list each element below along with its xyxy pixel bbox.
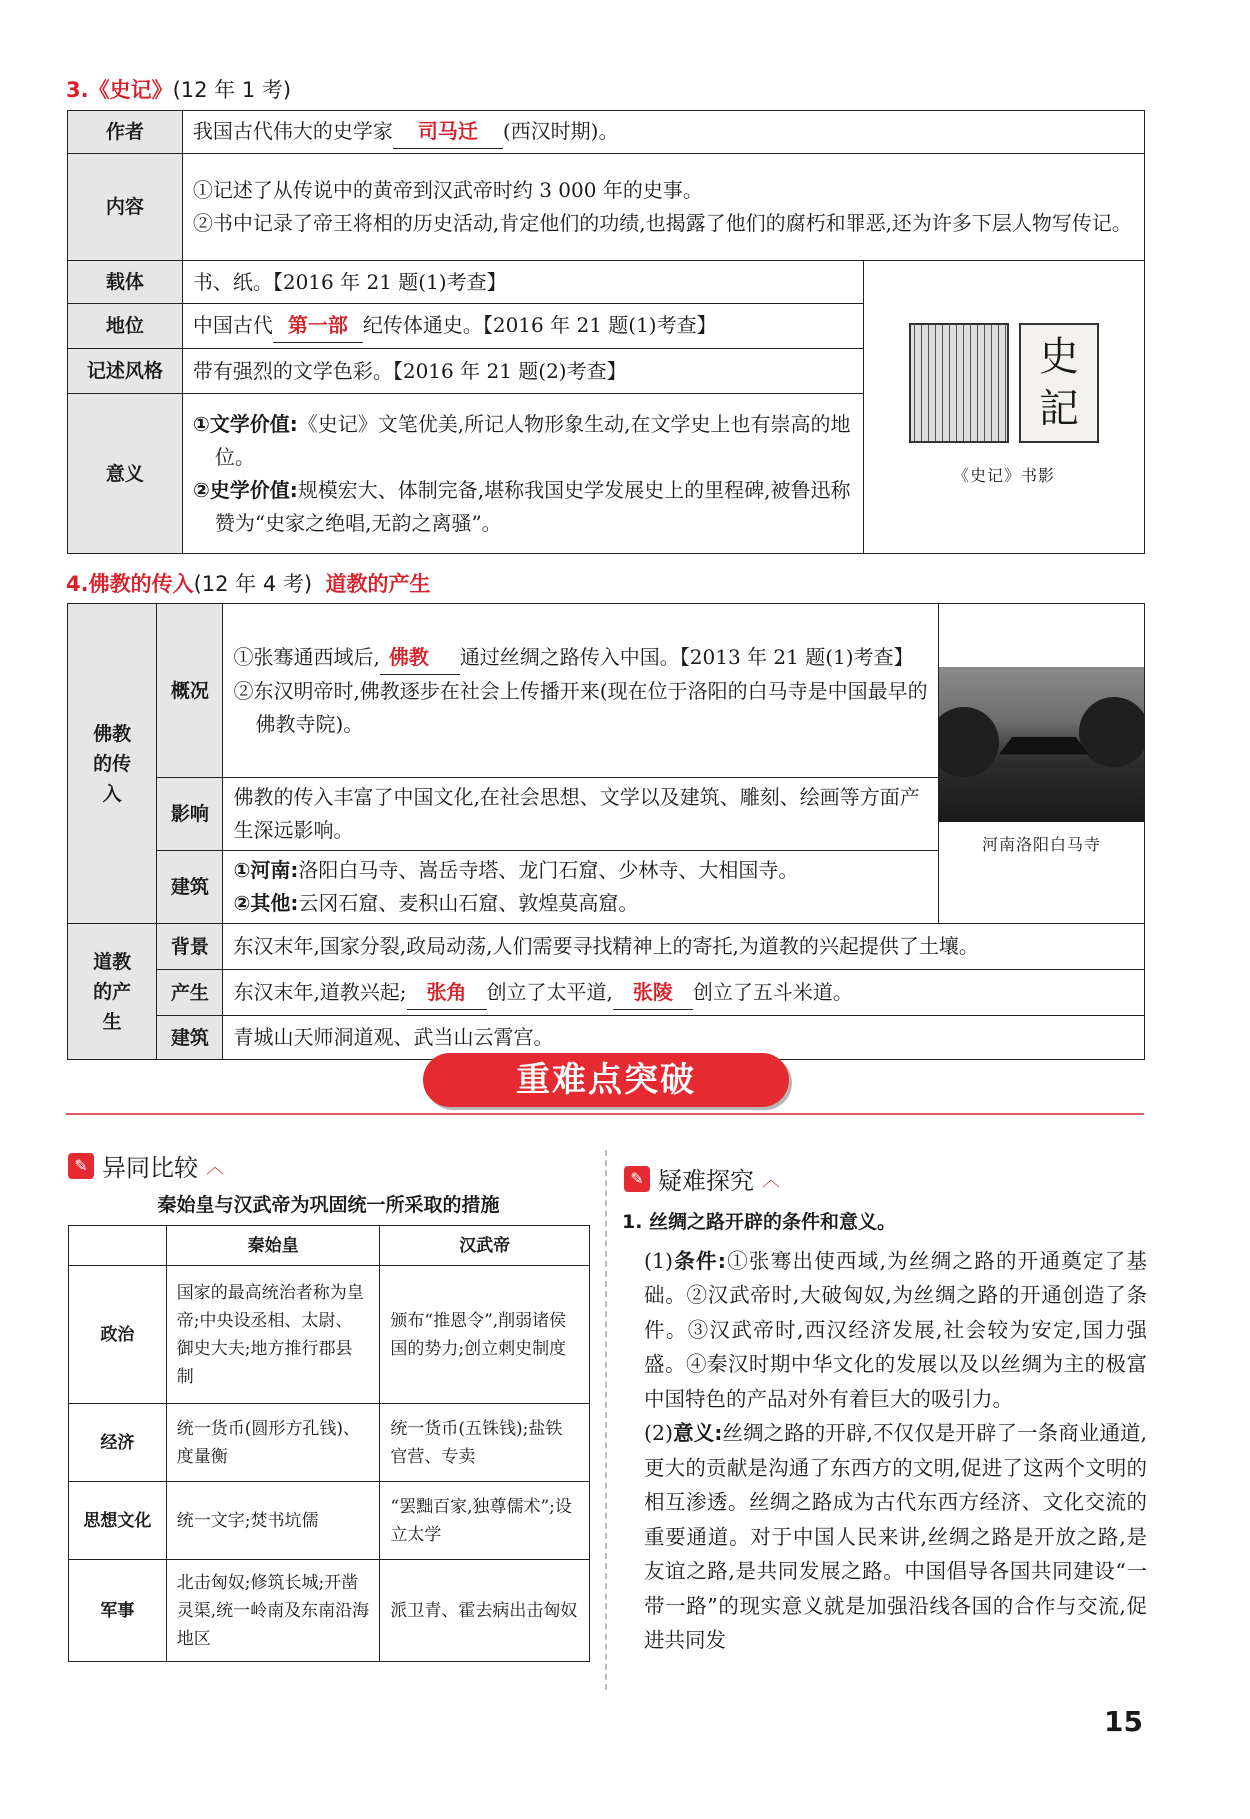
group-label-taoism: 道教的产生 <box>68 924 157 1060</box>
meaning-item-2: ②史学价值:规模宏大、体制完备,堪称我国史学发展史上的里程碑,被鲁迅称赞为“史家之绝唱,无韵之离骚”。 <box>192 477 851 535</box>
row-label-author: 作者 <box>68 111 183 154</box>
origin-cell: 东汉末年,道教兴起; 张角 创立了太平道, 张陵 创立了五斗米道。 <box>223 970 1145 1016</box>
header-qin: 秦始皇 <box>166 1226 380 1266</box>
key-points-banner: 重难点突破 <box>423 1053 789 1107</box>
taoist-architecture-cell: 青城山天师洞道观、武当山云霄宫。 <box>223 1016 1145 1060</box>
significance-paragraph: (2)意义:丝绸之路的开辟,不仅仅是开辟了一条商业通道,更大的贡献是沟通了东西方的文明,促进了这两个文明的相互渗透。丝绸之路成为古代东西方经济、文化交流的重要通道。对于中国人民来讲,丝绸之路是开放之路,是友谊之路,是共同发展之路。中国倡导各国共同建设“一带一路”的现实意义就是加强沿线各国的合作与交流,促进共同发 <box>644 1421 1147 1652</box>
architecture-item-2: ②其他:云冈石窟、麦积山石窟、敦煌莫高窟。 <box>233 891 639 915</box>
content-cell <box>182 154 1144 261</box>
column-divider <box>605 1150 607 1690</box>
answer-blank: 第一部 <box>273 309 363 343</box>
question-1: 1. 丝绸之路开辟的条件和意义。 <box>622 1211 897 1233</box>
header-blank <box>69 1226 167 1266</box>
overview-cell <box>223 604 939 778</box>
row-label-overview: 概况 <box>157 604 223 778</box>
baima-temple-image <box>939 667 1144 822</box>
banner-divider <box>66 1113 1144 1115</box>
shiji-photo-cell <box>864 261 1145 554</box>
photo-caption: 《史记》书影 <box>953 465 1056 485</box>
condition-paragraph: (1)条件:①张骞出使西域,为丝绸之路的开通奠定了基础。②汉武帝时,大破匈奴,为丝绸之路的开通创造了条件。③汉武帝时,西汉经济发展,社会较为安定,国力强盛。④秦汉时期中华文化的发展以及以丝绸为主的极富中国特色的产品对外有着巨大的吸引力。 <box>644 1248 1148 1411</box>
row-label-style: 记述风格 <box>68 349 183 394</box>
shiji-book-image <box>909 323 1099 443</box>
han-politics: 颁布“推恩令”,削弱诸侯国的势力;创立刺史制度 <box>380 1266 590 1404</box>
header-han: 汉武帝 <box>380 1226 590 1266</box>
wave-icon: ︿ <box>206 1156 224 1178</box>
overview-item-1: ①张骞通西域后, 佛教 通过丝绸之路传入中国。【2013 年 21 题(1)考查】 <box>233 641 928 675</box>
section-title: 佛教的传入 <box>88 572 194 596</box>
row-label-content: 内容 <box>68 154 183 261</box>
meaning-item-1: ①文学价值:《史记》文笔优美,所记人物形象生动,在文学史上也有崇高的地位。 <box>192 411 851 469</box>
row-label-economy: 经济 <box>69 1404 167 1482</box>
row-label-background: 背景 <box>157 924 223 970</box>
row-label-culture: 思想文化 <box>69 1482 167 1560</box>
overview-item-2: ②东汉明帝时,佛教逐步在社会上传播开来(现在位于洛阳的白马寺是中国最早的佛教寺院)。 <box>233 678 928 736</box>
shiji-table <box>67 110 1145 554</box>
row-label-carrier: 载体 <box>68 261 183 304</box>
compare-heading <box>68 1148 224 1183</box>
pencil-icon: ✎ <box>624 1166 650 1192</box>
background-cell: 东汉末年,国家分裂,政局动荡,人们需要寻找精神上的寄托,为道教的兴起提供了土壤。 <box>223 924 1145 970</box>
row-label-architecture: 建筑 <box>157 851 223 924</box>
page-number: 15 <box>1104 1705 1143 1738</box>
explore-heading <box>624 1161 780 1196</box>
compare-table <box>68 1225 590 1662</box>
explore-content <box>622 1205 1147 1658</box>
row-label-military: 军事 <box>69 1560 167 1662</box>
section-title: 《史记》 <box>88 78 173 102</box>
content-item-1: ①记述了从传说中的黄帝到汉武帝时约 3 000 年的史事。 <box>192 178 703 202</box>
answer-blank: 张角 <box>407 976 487 1010</box>
qin-culture: 统一文字;焚书坑儒 <box>166 1482 380 1560</box>
religion-table <box>67 603 1145 1060</box>
author-cell: 我国古代伟大的史学家 司马迁 (西汉时期)。 <box>182 111 1144 154</box>
han-economy: 统一货币(五铢钱);盐铁官营、专卖 <box>380 1404 590 1482</box>
temple-photo-cell <box>938 604 1144 924</box>
meaning-cell <box>182 394 863 554</box>
carrier-cell: 书、纸。【2016 年 21 题(1)考查】 <box>182 261 863 304</box>
status-cell: 中国古代 第一部 纪传体通史。【2016 年 21 题(1)考查】 <box>182 304 863 349</box>
row-label-taoist-architecture: 建筑 <box>157 1016 223 1060</box>
style-cell: 带有强烈的文学色彩。【2016 年 21 题(2)考查】 <box>182 349 863 394</box>
qin-military: 北击匈奴;修筑长城;开凿灵渠,统一岭南及东南沿海地区 <box>166 1560 380 1662</box>
architecture-cell <box>223 851 939 924</box>
row-label-influence: 影响 <box>157 778 223 851</box>
photo-caption: 河南洛阳白马寺 <box>981 834 1101 854</box>
han-culture: “罢黜百家,独尊儒术”;设立太学 <box>380 1482 590 1560</box>
section-4-heading: 4.佛教的传入(12 年 4 考) 道教的产生 <box>66 572 431 596</box>
exam-frequency: (12 年 4 考) <box>193 572 313 596</box>
row-label-origin: 产生 <box>157 970 223 1016</box>
section-3-heading <box>66 74 291 104</box>
book-page-image <box>909 323 1009 443</box>
compare-table-title: 秦始皇与汉武帝为巩固统一所采取的措施 <box>157 1194 500 1216</box>
exam-frequency: (12 年 1 考) <box>172 78 292 102</box>
group-label-buddhism: 佛教的传入 <box>68 604 157 924</box>
answer-blank: 佛教 <box>380 641 460 675</box>
answer-blank: 司马迁 <box>393 115 503 149</box>
compare-heading-text: 异同比较 <box>102 1154 198 1182</box>
content-item-2: ②书中记录了帝王将相的历史活动,肯定他们的功绩,也揭露了他们的腐朽和罪恶,还为许多下层人物写传记。 <box>192 211 1132 235</box>
influence-cell: 佛教的传入丰富了中国文化,在社会思想、文学以及建筑、雕刻、绘画等方面产生深远影响。 <box>223 778 939 851</box>
explore-heading-text: 疑难探究 <box>658 1167 754 1195</box>
qin-politics: 国家的最高统治者称为皇帝;中央设丞相、太尉、御史大夫;地方推行郡县制 <box>166 1266 380 1404</box>
section-number: 3. <box>66 78 89 102</box>
row-label-status: 地位 <box>68 304 183 349</box>
han-military: 派卫青、霍去病出击匈奴 <box>380 1560 590 1662</box>
qin-economy: 统一货币(圆形方孔钱)、度量衡 <box>166 1404 380 1482</box>
row-label-meaning: 意义 <box>68 394 183 554</box>
pencil-icon: ✎ <box>68 1153 94 1179</box>
section-title-2: 道教的产生 <box>325 572 431 596</box>
wave-icon: ︿ <box>762 1169 780 1191</box>
book-cover-image: 史 記 <box>1019 323 1099 443</box>
architecture-item-1: ①河南:洛阳白马寺、嵩岳寺塔、龙门石窟、少林寺、大相国寺。 <box>233 858 799 882</box>
row-label-politics: 政治 <box>69 1266 167 1404</box>
answer-blank: 张陵 <box>613 976 693 1010</box>
